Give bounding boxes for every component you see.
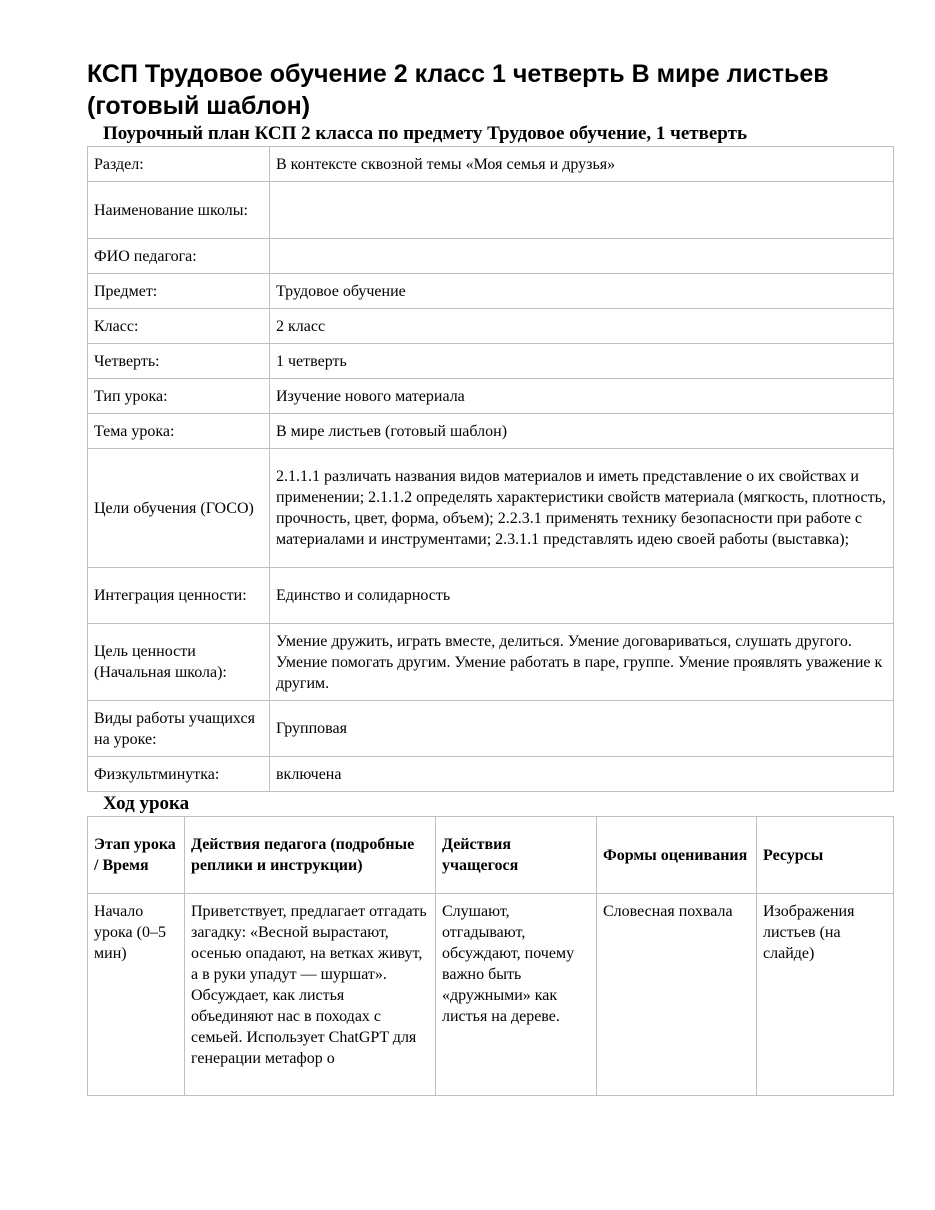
info-value: Изучение нового материала bbox=[270, 379, 894, 414]
info-row-value-integration bbox=[88, 568, 894, 624]
resources-cell: Изображения листьев (на слайде) bbox=[757, 894, 894, 1096]
info-label: Цель ценности (Начальная школа): bbox=[88, 624, 270, 701]
info-label: Интеграция ценности: bbox=[88, 568, 270, 624]
info-row-subject bbox=[88, 274, 894, 309]
info-value bbox=[270, 239, 894, 274]
column-header-teacher-actions: Действия педагога (подробные реплики и инструкции) bbox=[185, 817, 436, 894]
info-value: включена bbox=[270, 757, 894, 792]
info-label: Тип урока: bbox=[88, 379, 270, 414]
info-label: Виды работы учащихся на уроке: bbox=[88, 701, 270, 757]
lesson-progress-heading: Ход урока bbox=[103, 793, 190, 814]
table-row bbox=[88, 894, 894, 1096]
info-value: Единство и солидарность bbox=[270, 568, 894, 624]
info-value: Групповая bbox=[270, 701, 894, 757]
info-value: В контексте сквозной темы «Моя семья и друзья» bbox=[270, 147, 894, 182]
info-value: В мире листьев (готовый шаблон) bbox=[270, 414, 894, 449]
info-row-grade bbox=[88, 309, 894, 344]
info-row-work-types bbox=[88, 701, 894, 757]
info-value: Трудовое обучение bbox=[270, 274, 894, 309]
teacher-actions-cell: Приветствует, предлагает отгадать загадку: «Весной вырастают, осенью опадают, на ветках живут, а в руки упадут — шуршат». Обсуждает, как листья объединяют нас в походах с семьей. Использует ChatGPT для генерации метафор о bbox=[185, 894, 436, 1096]
column-header-student-actions: Действия учащегося bbox=[436, 817, 597, 894]
column-header-resources: Ресурсы bbox=[757, 817, 894, 894]
info-label: Физкультминутка: bbox=[88, 757, 270, 792]
info-label: Тема урока: bbox=[88, 414, 270, 449]
info-row-teacher bbox=[88, 239, 894, 274]
info-label: Раздел: bbox=[88, 147, 270, 182]
info-value: Умение дружить, играть вместе, делиться. Умение договариваться, слушать другого. Умение помогать другим. Умение работать в паре, группе. Умение проявлять уважение к другим. bbox=[270, 624, 894, 701]
document-page bbox=[87, 58, 893, 1096]
info-label: Цели обучения (ГОСО) bbox=[88, 449, 270, 568]
info-value: 2.1.1.1 различать названия видов материалов и иметь представление о их свойствах и применении; 2.1.1.2 определять характеристики свойств материала (мягкость, плотность, прочность, цвет, форма, объем); 2.2.3.1 применять технику безопасности при работе с материалами и инструментами; 2.3.1.1 представлять идею своей работы (выставка); bbox=[270, 449, 894, 568]
info-row-lesson-type bbox=[88, 379, 894, 414]
stage-cell: Начало урока (0–5 мин) bbox=[88, 894, 185, 1096]
info-label: ФИО педагога: bbox=[88, 239, 270, 274]
lesson-progress-table bbox=[87, 816, 894, 1096]
column-header-assessment: Формы оценивания bbox=[597, 817, 757, 894]
info-row-section bbox=[88, 147, 894, 182]
info-label: Класс: bbox=[88, 309, 270, 344]
info-row-learning-goals bbox=[88, 449, 894, 568]
info-value bbox=[270, 182, 894, 239]
info-label: Предмет: bbox=[88, 274, 270, 309]
info-row-physical-break bbox=[88, 757, 894, 792]
info-row-quarter bbox=[88, 344, 894, 379]
assessment-cell: Словесная похвала bbox=[597, 894, 757, 1096]
info-row-value-goal bbox=[88, 624, 894, 701]
info-value: 1 четверть bbox=[270, 344, 894, 379]
info-row-lesson-topic bbox=[88, 414, 894, 449]
progress-header-row bbox=[88, 817, 894, 894]
info-label: Наименование школы: bbox=[88, 182, 270, 239]
info-row-school bbox=[88, 182, 894, 239]
plan-heading: Поурочный план КСП 2 класса по предмету Трудовое обучение, 1 четверть bbox=[103, 123, 747, 144]
info-value: 2 класс bbox=[270, 309, 894, 344]
info-label: Четверть: bbox=[88, 344, 270, 379]
column-header-stage: Этап урока / Время bbox=[88, 817, 185, 894]
lesson-info-table bbox=[87, 146, 894, 792]
student-actions-cell: Слушают, отгадывают, обсуждают, почему важно быть «дружными» как листья на дереве. bbox=[436, 894, 597, 1096]
document-title: КСП Трудовое обучение 2 класс 1 четверть В мире листьев (готовый шаблон) bbox=[87, 60, 829, 120]
